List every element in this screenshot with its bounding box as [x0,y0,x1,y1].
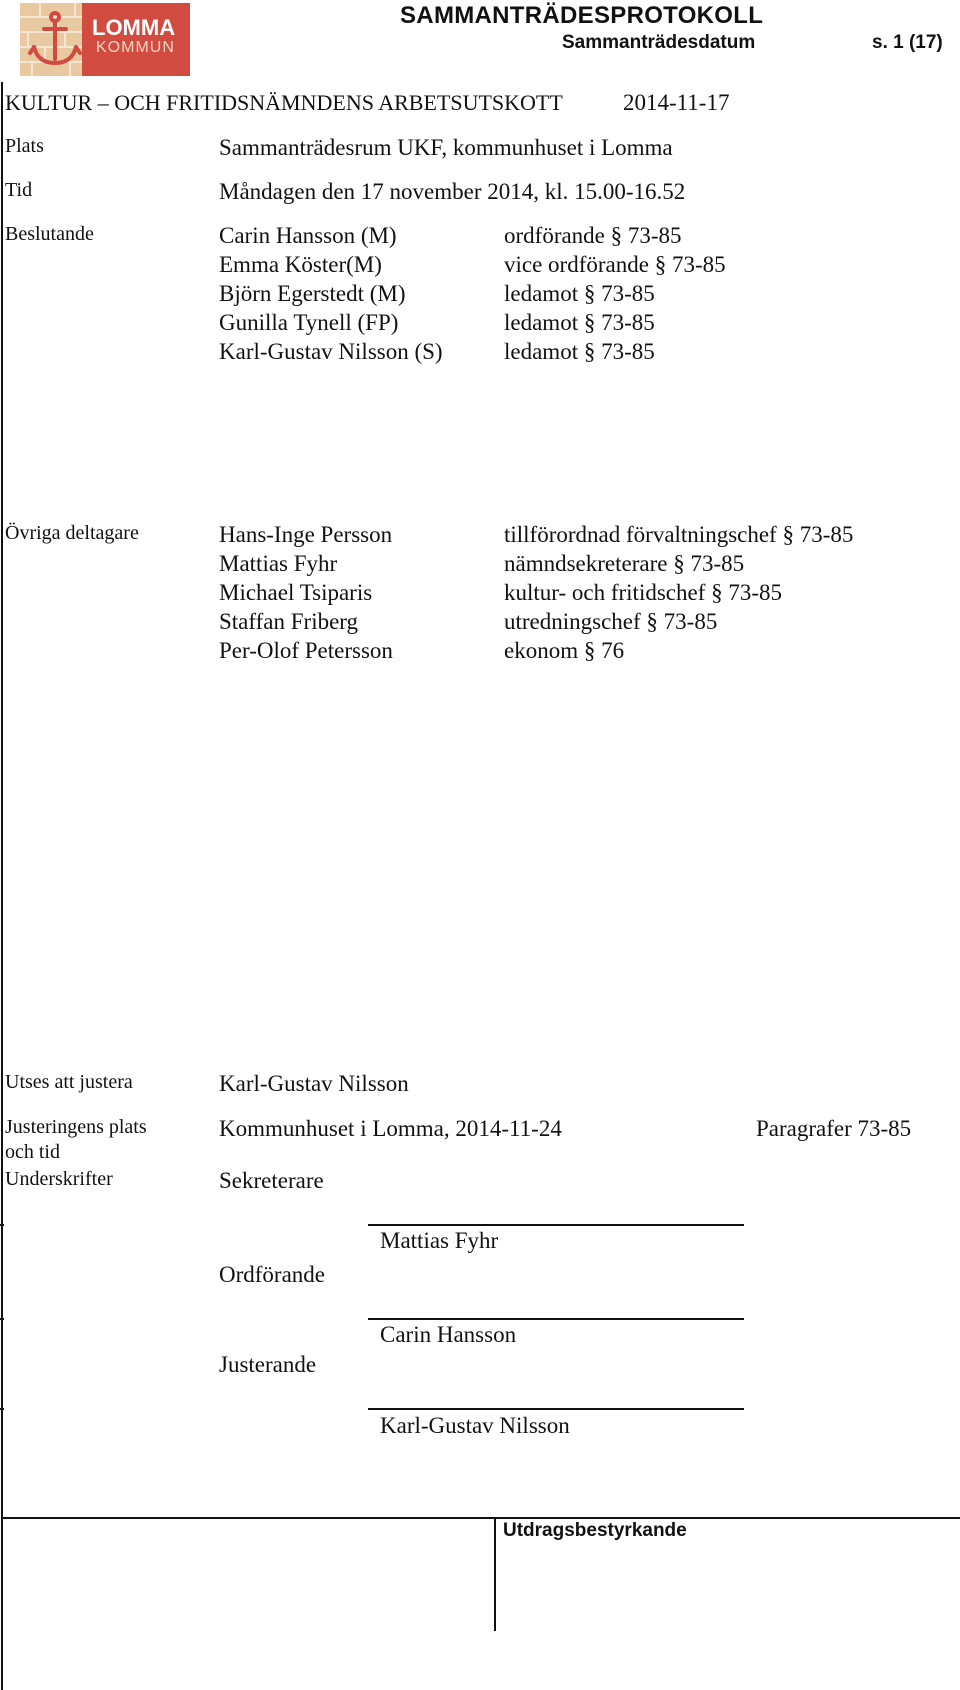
list-item [219,279,919,308]
member-role: ledamot § 73-85 [504,281,655,306]
participant-name: Staffan Friberg [219,609,359,634]
document-title: SAMMANTRÄDESPROTOKOLL [400,2,764,29]
member-role: ledamot § 73-85 [504,339,655,364]
signatures-label: Underskrifter [5,1168,113,1190]
footer-rule [1,1517,960,1519]
decision-makers-label: Beslutande [5,223,94,245]
time-label: Tid [5,179,33,201]
participant-role: tillförordnad förvaltningschef § 73-85 [504,522,854,547]
list-item [219,578,939,607]
list-item [219,221,919,250]
participant-role: kultur- och fritidschef § 73-85 [504,580,783,605]
left-tick [0,1224,4,1226]
list-item [219,250,919,279]
chair-label: Ordförande [219,1262,326,1287]
list-item [219,520,939,549]
adjuster-name: Karl-Gustav Nilsson [380,1413,570,1438]
list-item [219,607,939,636]
paragraphs: Paragrafer 73-85 [756,1116,912,1141]
participant-role: utredningschef § 73-85 [504,609,718,634]
left-tick [0,1408,4,1410]
participant-name: Mattias Fyhr [219,551,338,576]
appointed-adjuster-label: Utses att justera [5,1071,133,1093]
participant-role: nämndsekreterare § 73-85 [504,551,745,576]
member-role: ordförande § 73-85 [504,223,682,248]
adjustment-place-label: Justeringens plats [5,1116,147,1138]
adjustment-place: Kommunhuset i Lomma, 2014-11-24 [219,1116,562,1141]
meeting-time: Måndagen den 17 november 2014, kl. 15.00-16.52 [219,179,686,204]
list-item [219,549,939,578]
place-label: Plats [5,135,44,157]
member-name: Gunilla Tynell (FP) [219,310,399,335]
logo-text-line2: KOMMUN [96,39,175,56]
other-participants-list [219,520,939,665]
member-name: Karl-Gustav Nilsson (S) [219,339,443,364]
list-item [219,337,919,366]
left-border [1,82,3,1690]
page-number: s. 1 (17) [872,32,943,53]
participant-name: Hans-Inge Persson [219,522,393,547]
participant-name: Per-Olof Petersson [219,638,393,663]
list-item [219,636,939,665]
decision-makers-list [219,221,919,366]
appointed-adjuster: Karl-Gustav Nilsson [219,1071,409,1096]
footer-divider [494,1517,496,1631]
member-role: ledamot § 73-85 [504,310,655,335]
member-name: Björn Egerstedt (M) [219,281,406,306]
certification-label: Utdragsbestyrkande [503,1520,687,1541]
participant-name: Michael Tsiparis [219,580,373,605]
participant-role: ekonom § 76 [504,638,625,663]
meeting-date-label: Sammanträdesdatum [562,32,756,53]
adjuster-signature-line [368,1408,744,1410]
meeting-date: 2014-11-17 [623,90,730,115]
adjustment-time-label: och tid [5,1141,60,1163]
adjuster-label: Justerande [219,1352,317,1377]
secretary-label: Sekreterare [219,1168,324,1193]
municipality-logo [20,3,190,76]
member-name: Emma Köster(M) [219,252,382,277]
committee-name: KULTUR – OCH FRITIDSNÄMNDENS ARBETSUTSKOTT [5,90,563,115]
list-item [219,308,919,337]
secretary-name: Mattias Fyhr [380,1228,499,1253]
left-tick [0,1318,4,1320]
other-participants-label: Övriga deltagare [5,522,139,544]
logo-text-line1: LOMMA [92,15,176,40]
chair-name: Carin Hansson [380,1322,517,1347]
meeting-place: Sammanträdesrum UKF, kommunhuset i Lomma [219,135,673,160]
member-role: vice ordförande § 73-85 [504,252,726,277]
member-name: Carin Hansson (M) [219,223,397,248]
